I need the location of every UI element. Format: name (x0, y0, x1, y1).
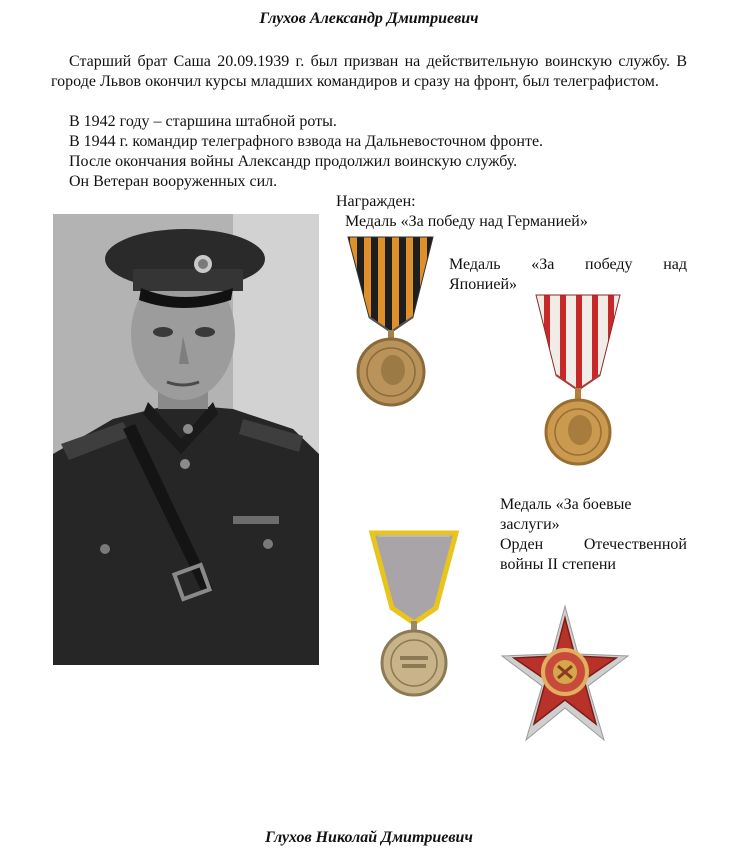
award-label-order-line2: войны II степени (500, 556, 616, 573)
award-label-merit-line2: заслуги» (500, 516, 560, 533)
biography-line: После окончания войны Александр продолжил воинскую службу. (69, 153, 518, 170)
biography-line: В 1942 году – старшина штабной роты. (69, 113, 337, 130)
biography-line: В 1944 г. командир телеграфного взвода на Дальневосточном фронте. (69, 133, 544, 150)
biography-paragraph: Старший брат Саша 20.09.1939 г. был призван на действительную воинскую службу. В городе Львов окончил курсы младших командиров и сразу на фронт, был телеграфистом. (51, 53, 687, 90)
award-label-merit-line1: Медаль «За боевые (500, 496, 632, 513)
order-patriotic-war-ii (500, 604, 630, 744)
award-label-japan-line1: Медаль «За победу над (449, 256, 687, 273)
award-label-germany: Медаль «За победу над Германией» (345, 213, 588, 230)
biography-line: Он Ветеран вооруженных сил. (69, 173, 278, 190)
awards-heading: Награжден: (336, 193, 416, 210)
award-label-order-line1: Орден Отечественной (500, 536, 687, 553)
medal-victory-germany (343, 232, 439, 412)
medal-victory-japan (528, 290, 628, 470)
soldier-portrait-photo (53, 214, 319, 665)
next-person-title: Глухов Николай Дмитриевич (265, 829, 473, 846)
medal-battle-merit (366, 528, 462, 698)
award-label-japan-line2: Японией» (449, 276, 518, 293)
page-title: Глухов Александр Дмитриевич (259, 10, 479, 27)
